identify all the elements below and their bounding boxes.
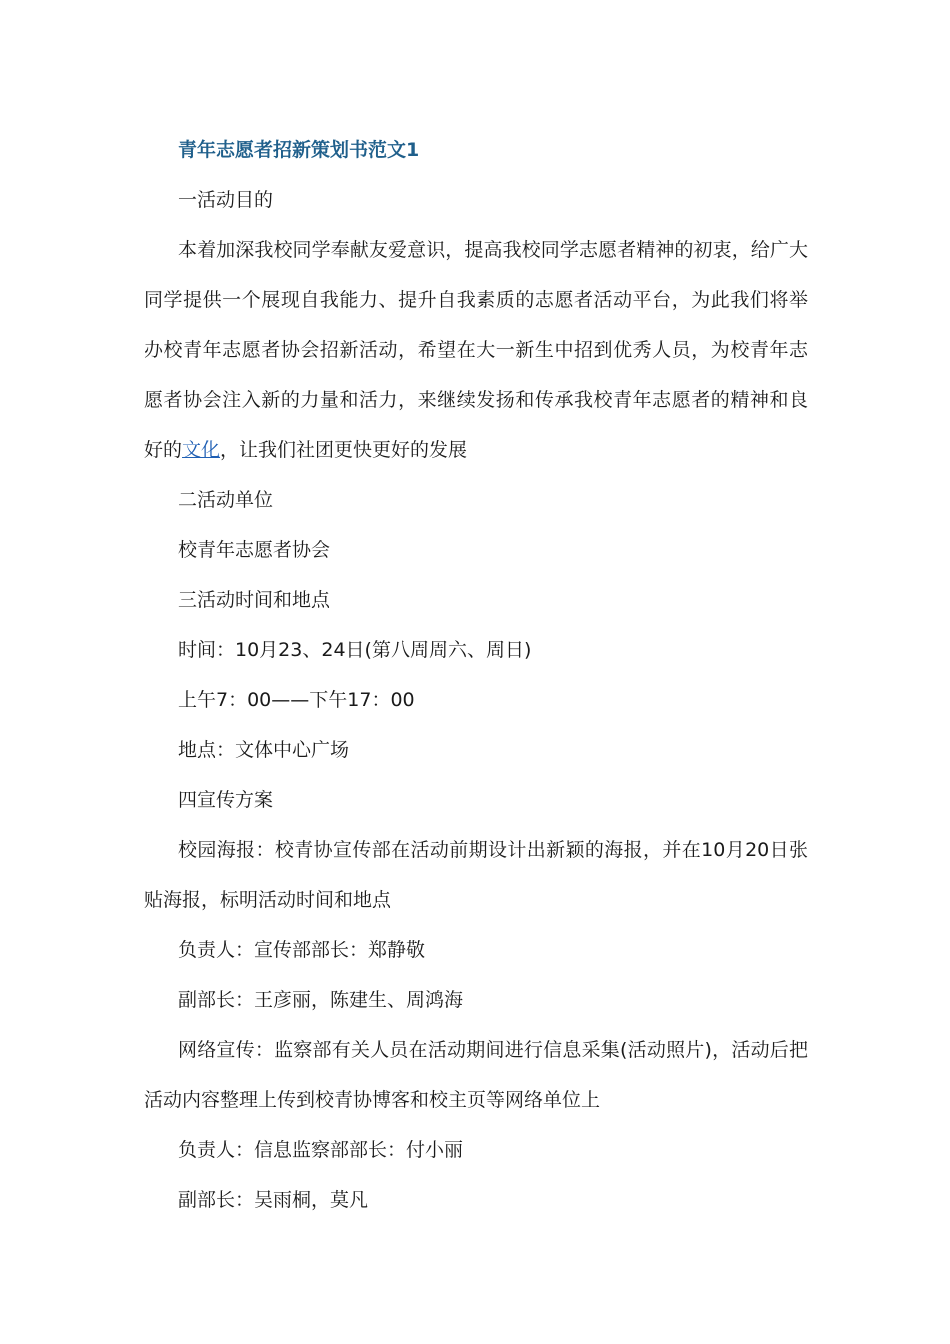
section-heading-purpose: 一活动目的	[178, 189, 274, 211]
culture-link[interactable]: 文化	[182, 439, 221, 461]
event-place: 地点：文体中心广场	[178, 739, 350, 761]
online-lead: 负责人：信息监察部部长：付小丽	[178, 1139, 464, 1161]
event-hours: 上午7：00——下午17：00	[178, 689, 415, 711]
section-heading-time-place: 三活动时间和地点	[178, 589, 331, 611]
event-date: 时间：10月23、24日(第八周周六、周日)	[178, 639, 532, 661]
online-deputy: 副部长：吴雨桐，莫凡	[178, 1189, 369, 1211]
document-title: 青年志愿者招新策划书范文1	[178, 139, 420, 161]
unit-text: 校青年志愿者协会	[178, 539, 331, 561]
online-paragraph: 网络宣传：监察部有关人员在活动期间进行信息采集(活动照片)，活动后把活动内容整理上传到校青协博客和校主页等网络单位上	[144, 1039, 808, 1111]
poster-lead: 负责人：宣传部部长：郑静敬	[178, 939, 426, 961]
poster-deputy: 副部长：王彦丽，陈建生、周鸿海	[178, 989, 464, 1011]
purpose-text-end: ，让我们社团更快更好的发展	[220, 439, 468, 461]
document-body	[144, 125, 808, 1225]
purpose-paragraph	[144, 225, 808, 475]
section-heading-unit: 二活动单位	[178, 489, 274, 511]
purpose-text: 本着加深我校同学奉献友爱意识，提高我校同学志愿者精神的初衷，给广大同学提供一个展现自我能力、提升自我素质的志愿者活动平台，为此我们将举办校青年志愿者协会招新活动，希望在大一新生中招到优秀人员，为校青年志愿者协会注入新的力量和活力，来继续发扬和传承我校青年志愿者的精神和良好的	[144, 239, 808, 461]
poster-paragraph: 校园海报：校青协宣传部在活动前期设计出新颖的海报，并在10月20日张贴海报，标明活动时间和地点	[144, 839, 808, 911]
section-heading-promotion: 四宣传方案	[178, 789, 274, 811]
